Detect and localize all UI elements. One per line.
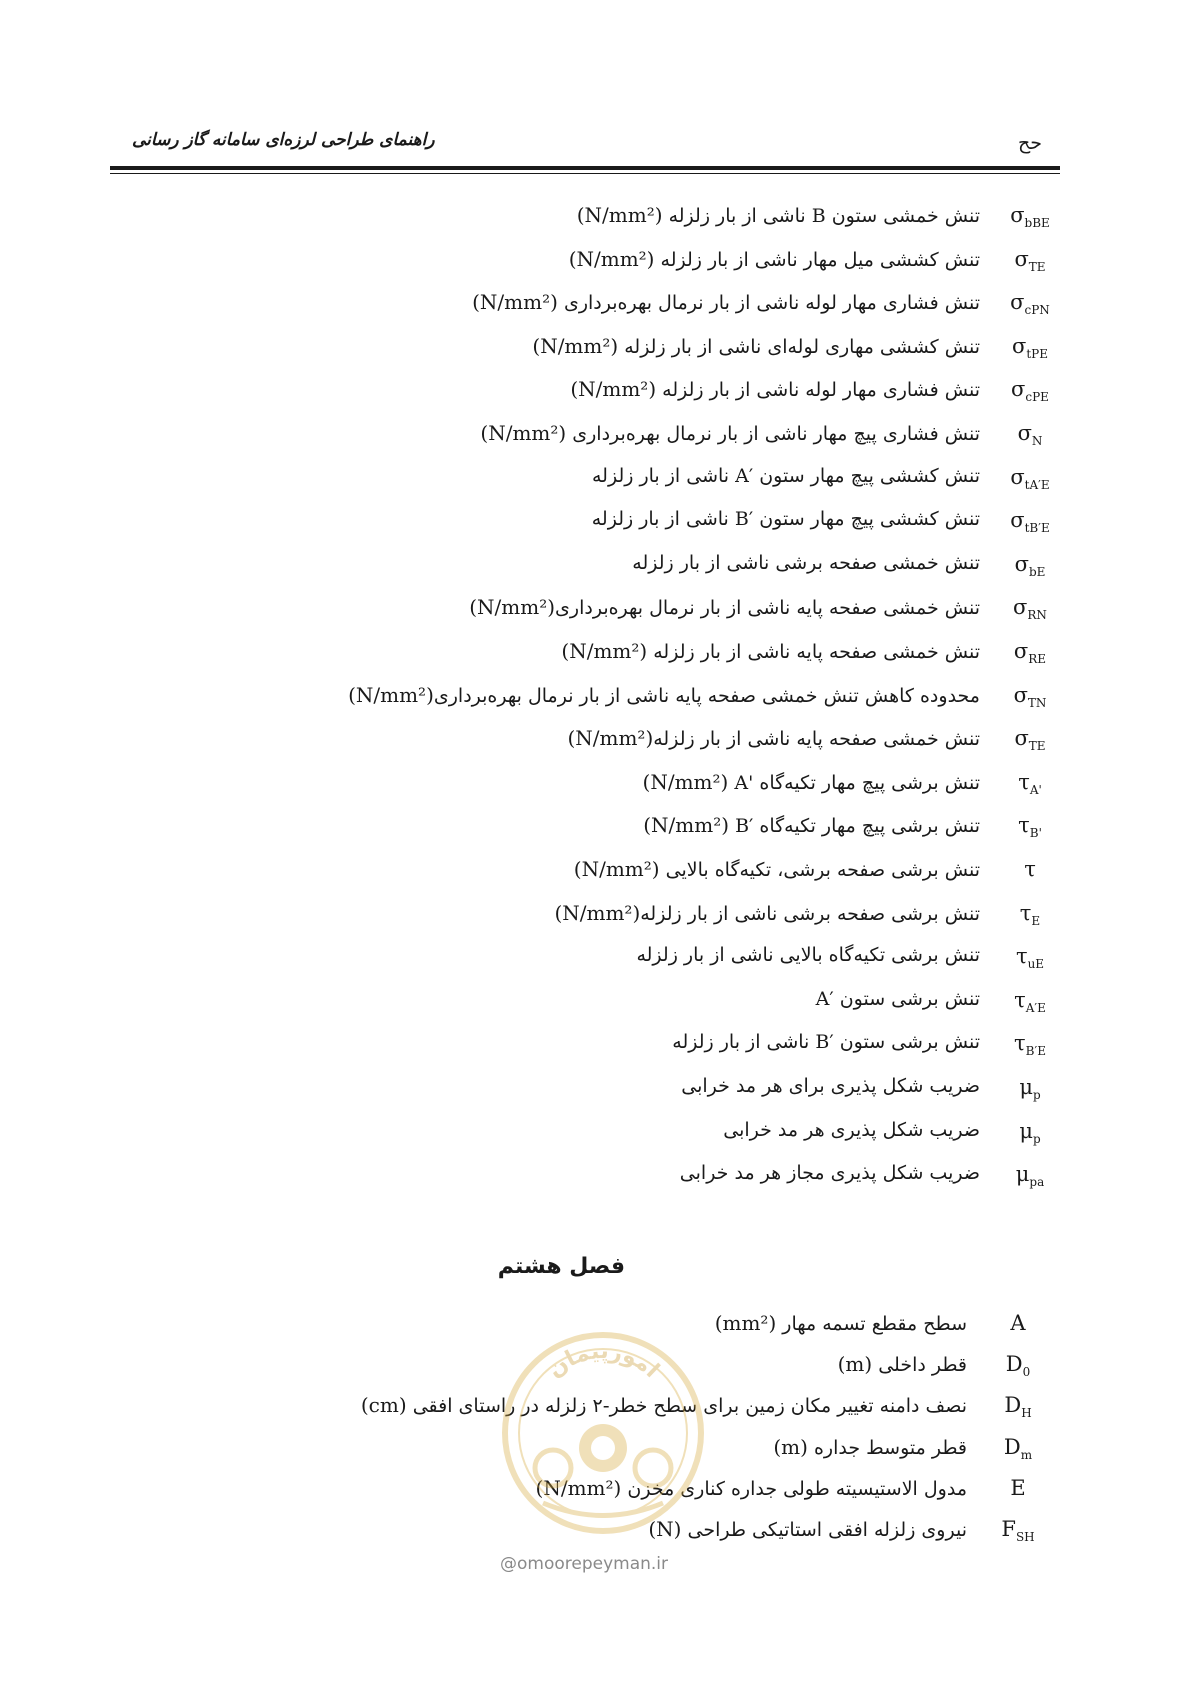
symbol	[1000, 552, 1060, 579]
symbol-row	[0, 633, 1190, 673]
description-pre: تنش فشاری مهار لوله ناشی از بار زلزله	[656, 379, 980, 402]
symbol	[1000, 465, 1060, 492]
symbol-row	[0, 284, 1190, 324]
symbol-row	[0, 720, 1190, 760]
description-pre: تنش کششی پیچ مهار ستون	[753, 464, 980, 487]
description-pre: تنش خمشی صفحه پایه ناشی از بار زلزله	[647, 641, 980, 663]
symbol-subscript: p	[1032, 1131, 1041, 1146]
description-pre: تنش برشی پیچ مهار تکیه‌گاه	[753, 815, 980, 838]
description-unit: (N/mm²)	[643, 813, 730, 838]
symbol-base: τ	[1019, 900, 1032, 925]
watermark-logo	[498, 1328, 708, 1538]
symbol-base: τ	[1018, 813, 1030, 838]
description-unit: (N/mm²)	[570, 377, 657, 402]
symbol-row	[0, 589, 1190, 629]
symbol-row	[0, 415, 1190, 455]
description-pre: قطر داخلی	[872, 1354, 967, 1377]
symbol-subscript: bE	[1028, 564, 1046, 579]
symbol-description	[643, 813, 980, 837]
symbol	[988, 1517, 1048, 1544]
symbol	[1000, 334, 1060, 361]
symbol	[1000, 988, 1060, 1015]
symbol-description	[472, 290, 980, 314]
description-unit: (N/mm²)	[348, 682, 434, 707]
symbol-row	[0, 546, 1190, 586]
symbol-base: τ	[1014, 1031, 1026, 1056]
symbol-subscript: A′E	[1025, 1000, 1046, 1015]
symbol-description	[838, 1352, 967, 1376]
symbol	[1000, 203, 1060, 230]
description-pre: تنش برشی ستون	[833, 987, 980, 1010]
symbol	[1000, 1031, 1060, 1058]
description-pre: تنش خمشی صفحه برشی ناشی از بار زلزله	[632, 551, 980, 574]
symbol-subscript: N	[1031, 434, 1043, 449]
description-lat: B	[811, 205, 826, 227]
symbol-description	[773, 1435, 967, 1459]
header-rule-thin	[110, 173, 1060, 174]
description-post: ناشی از بار زلزله	[672, 1031, 816, 1054]
description-lat: A'	[734, 771, 754, 794]
symbol-subscript: TN	[1027, 695, 1047, 710]
symbol	[1000, 508, 1060, 535]
symbol-row	[0, 807, 1190, 847]
symbol-base: μ	[1019, 1118, 1033, 1143]
symbol	[1000, 813, 1060, 840]
symbol-subscript: bBE	[1024, 216, 1050, 231]
description-pre: تنش خمشی صفحه پایه ناشی از بار زلزله	[653, 728, 980, 751]
symbol-subscript: H	[1021, 1406, 1032, 1421]
page-header	[110, 128, 1060, 168]
symbol	[1000, 944, 1060, 971]
description-pre: تنش خمشی ستون	[825, 205, 980, 227]
header-rule-thick	[110, 166, 1060, 170]
symbol	[988, 1435, 1048, 1462]
symbol	[1000, 290, 1060, 317]
symbol-base: σ	[1014, 246, 1029, 271]
chapter-heading: فصل هشتم	[497, 1254, 625, 1279]
symbol-base: σ	[1017, 421, 1032, 445]
symbol-row	[0, 938, 1190, 978]
symbol	[1000, 421, 1060, 448]
symbol	[988, 1311, 1048, 1335]
description-unit: (N/mm²)	[554, 900, 641, 925]
symbol-row	[0, 197, 1190, 237]
symbol-description	[569, 247, 980, 271]
description-lat: B′	[815, 1031, 834, 1054]
description-pre: تنش برشی تکیه‌گاه بالایی ناشی از بار زلزله	[636, 944, 980, 967]
symbol-subscript: B'	[1029, 826, 1042, 841]
symbol-base: τ	[1014, 987, 1026, 1012]
symbol-base: σ	[1011, 377, 1026, 402]
symbol-row	[0, 764, 1190, 804]
symbol-base: A	[1010, 1311, 1026, 1335]
symbol	[988, 1393, 1048, 1420]
description-pre: محدوده کاهش تنش خمشی صفحه پایه ناشی از بار نرمال بهره‌برداری	[433, 684, 980, 707]
symbol-subscript: A'	[1029, 782, 1042, 797]
symbol-base: σ	[1010, 290, 1025, 315]
symbol-row	[0, 241, 1190, 281]
symbol	[1000, 639, 1060, 666]
description-unit: (N/mm²)	[532, 333, 619, 358]
symbol	[1000, 595, 1060, 622]
symbol	[1000, 1119, 1060, 1146]
symbol-description	[561, 639, 980, 663]
symbol-description	[723, 1119, 980, 1141]
symbol-row	[0, 1113, 1190, 1153]
symbol-subscript: pa	[1029, 1175, 1045, 1190]
symbol-subscript: E	[1031, 913, 1041, 928]
description-unit: (N/mm²)	[535, 1475, 622, 1500]
description-unit: (N/mm²)	[573, 857, 660, 881]
watermark-logo-text: امورپیمان	[543, 1338, 664, 1383]
symbol-row	[0, 502, 1190, 542]
description-unit: (N/mm²)	[472, 290, 558, 315]
symbol-base: τ	[1015, 944, 1028, 969]
symbol-base: E	[1010, 1475, 1026, 1500]
watermark-url: @omoorepeyman.ir	[500, 1554, 669, 1574]
symbol-subscript: tB′E	[1024, 521, 1050, 536]
description-pre: تنش کششی پیچ مهار ستون	[753, 508, 980, 531]
description-pre: تنش فشاری مهار لوله ناشی از بار نرمال بهره‌برداری	[557, 292, 980, 315]
symbol-base: σ	[1014, 726, 1029, 751]
description-lat: B′	[734, 508, 754, 531]
symbol-subscript: m	[1020, 1447, 1033, 1462]
symbol-row	[0, 1069, 1190, 1109]
description-pre: سطح مقطع تسمه مهار	[776, 1313, 967, 1335]
description-unit: (N/mm²)	[561, 639, 648, 663]
symbol-row	[0, 328, 1190, 368]
symbol-subscript: cPN	[1024, 303, 1050, 318]
description-unit: (m)	[837, 1352, 873, 1377]
symbol-base: μ	[1015, 1162, 1030, 1187]
symbol-description	[577, 203, 980, 227]
symbol-description	[348, 683, 980, 707]
description-unit: (m)	[773, 1434, 808, 1459]
symbol-subscript: p	[1032, 1088, 1041, 1103]
symbol-row	[0, 982, 1190, 1022]
description-unit: (mm²)	[714, 1311, 777, 1335]
description-pre: تنش برشی پیچ مهار تکیه‌گاه	[753, 771, 980, 794]
symbol-description	[480, 421, 980, 445]
symbol	[1000, 770, 1060, 797]
symbol-subscript: B′E	[1025, 1044, 1046, 1059]
symbol-base: τ	[1018, 769, 1030, 794]
symbol	[1000, 857, 1060, 881]
description-pre: ضریب شکل پذیری هر مد خرابی	[723, 1118, 980, 1141]
symbol-base: σ	[1012, 333, 1027, 358]
symbol-subscript: tA′E	[1024, 477, 1050, 492]
description-unit: (N/mm²)	[642, 769, 729, 794]
description-pre: نیروی زلزله افقی استاتیکی طراحی	[681, 1519, 967, 1541]
description-post: ناشی از بار زلزله	[662, 205, 812, 227]
description-pre: تنش کششی مهاری لوله‌ای ناشی از بار زلزله	[618, 335, 980, 358]
symbol-subscript: 0	[1022, 1365, 1031, 1380]
description-pre: مدول الاستیسیته طولی جداره کناری مخزن	[621, 1477, 967, 1500]
description-unit: (N/mm²)	[568, 246, 655, 271]
description-post: ناشی از بار زلزله	[591, 464, 736, 487]
symbol	[1000, 1162, 1060, 1189]
description-pre: قطر متوسط جداره	[807, 1436, 967, 1459]
symbol	[988, 1352, 1048, 1379]
symbol-description	[567, 726, 980, 750]
symbol	[1000, 1075, 1060, 1102]
symbol-description	[574, 857, 980, 881]
symbol-description	[636, 944, 980, 966]
description-pre: ضریب شکل پذیری مجاز هر مد خرابی	[679, 1162, 980, 1185]
symbol-row	[0, 677, 1190, 717]
symbol-subscript: RN	[1027, 608, 1047, 623]
description-pre: تنش برشی صفحه برشی، تکیه‌گاه بالایی	[659, 859, 980, 881]
symbol-base: σ	[1010, 508, 1025, 533]
symbol-description	[680, 1162, 980, 1184]
description-unit: (N/mm²)	[576, 203, 663, 227]
description-unit: (cm)	[360, 1393, 407, 1418]
symbol-base: σ	[1010, 464, 1025, 489]
description-post: ناشی از بار زلزله	[591, 508, 735, 531]
description-lat: B′	[735, 815, 754, 838]
description-pre: نصف دامنه تغییر مکان زمین برای سطح خطر-۲ زلزله در راستای افقی	[406, 1395, 967, 1418]
symbol	[1000, 726, 1060, 753]
symbol-description	[715, 1311, 967, 1335]
symbol-base: D	[1004, 1393, 1022, 1418]
symbol	[1000, 901, 1060, 928]
symbol-description	[643, 770, 980, 794]
description-pre: تنش برشی ستون	[833, 1031, 980, 1054]
symbol-description	[532, 334, 980, 358]
symbol	[988, 1476, 1048, 1500]
description-unit: (N/mm²)	[480, 421, 567, 445]
book-title: راهنمای طراحی لرزه‌ای سامانه گاز رسانی	[132, 130, 435, 150]
symbol-base: σ	[1013, 639, 1029, 663]
symbol-base: D	[1005, 1352, 1023, 1377]
symbol-description	[632, 552, 980, 574]
symbol-base: σ	[1013, 595, 1028, 620]
symbol-base: σ	[1014, 551, 1029, 576]
symbol-row	[0, 371, 1190, 411]
description-unit: (N/mm²)	[567, 726, 654, 751]
description-pre: تنش خمشی صفحه پایه ناشی از بار نرمال بهره‌برداری	[555, 597, 980, 620]
symbol-subscript: RE	[1028, 652, 1047, 667]
symbol-row	[0, 1156, 1190, 1196]
symbol	[1000, 247, 1060, 274]
symbol-base: τ	[1024, 857, 1036, 881]
description-unit: (N)	[648, 1517, 682, 1541]
symbol-subscript: TE	[1028, 739, 1046, 754]
symbol	[1000, 377, 1060, 404]
symbol-description	[570, 377, 980, 401]
symbol-row	[0, 459, 1190, 499]
symbol-base: F	[1001, 1517, 1016, 1541]
description-pre: تنش فشاری پیچ مهار ناشی از بار نرمال بهره‌برداری	[566, 423, 980, 445]
symbol-description	[592, 508, 980, 530]
symbol-description	[592, 465, 980, 487]
description-pre: تنش برشی صفحه برشی ناشی از بار زلزله	[640, 902, 980, 925]
symbol-description	[554, 901, 980, 925]
symbol	[1000, 683, 1060, 710]
symbol-base: σ	[1010, 203, 1025, 227]
symbol-row	[0, 1025, 1190, 1065]
description-lat: A′	[735, 464, 754, 487]
symbol-description	[469, 595, 980, 619]
symbol-base: σ	[1013, 682, 1028, 707]
description-pre: ضریب شکل پذیری برای هر مد خرابی	[681, 1075, 980, 1097]
description-unit: (N/mm²)	[469, 595, 556, 620]
symbol-base: μ	[1019, 1075, 1033, 1099]
symbol-description	[816, 988, 980, 1010]
symbol-row	[0, 851, 1190, 891]
symbol-description	[672, 1031, 980, 1053]
symbol-row	[0, 895, 1190, 935]
symbol-subscript: tPE	[1026, 346, 1048, 361]
page-number: حح	[1017, 132, 1042, 154]
symbol-subscript: TE	[1028, 259, 1046, 274]
symbol-subscript: uE	[1027, 957, 1045, 972]
symbol-description	[681, 1075, 980, 1097]
symbol-base: D	[1003, 1434, 1021, 1459]
symbol-subscript: cPE	[1025, 390, 1049, 405]
symbol-subscript: SH	[1015, 1530, 1035, 1545]
description-lat: A′	[815, 987, 834, 1010]
description-pre: تنش کششی میل مهار ناشی از بار زلزله	[654, 248, 980, 271]
